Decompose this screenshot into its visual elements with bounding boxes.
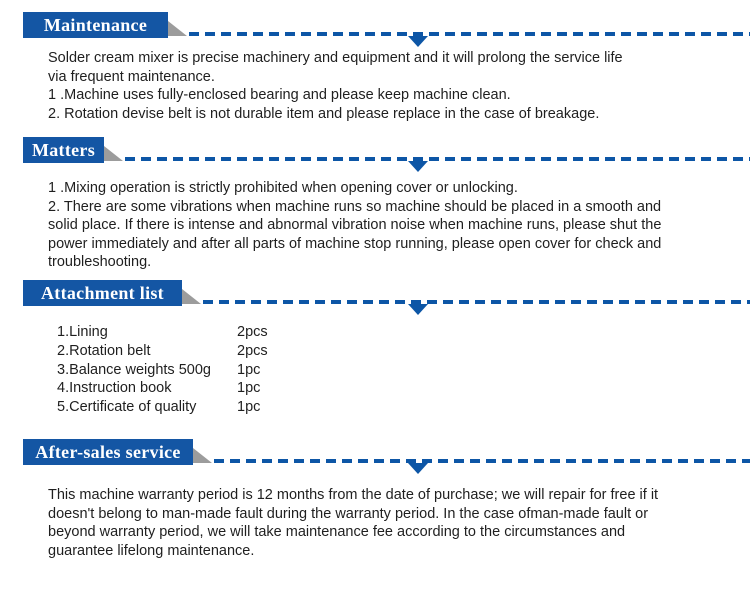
list-item bbox=[57, 323, 457, 342]
list-item bbox=[57, 361, 457, 380]
down-arrow-icon bbox=[408, 36, 428, 47]
item-name: 1.Lining bbox=[57, 324, 108, 340]
section-title-attachment-list: Attachment list bbox=[23, 280, 182, 306]
item-quantity: 1pc bbox=[237, 361, 261, 378]
attachment-list bbox=[57, 323, 457, 417]
section-header-matters bbox=[0, 137, 750, 167]
ribbon-fold-icon bbox=[193, 448, 212, 463]
ribbon-fold-icon bbox=[104, 146, 123, 161]
down-arrow-icon bbox=[408, 463, 428, 474]
item-quantity: 2pcs bbox=[237, 342, 268, 359]
dashed-connector bbox=[214, 459, 750, 463]
ribbon-fold-icon bbox=[182, 289, 201, 304]
dashed-connector bbox=[189, 32, 750, 36]
section-header-after-sales bbox=[0, 439, 750, 469]
item-quantity: 1pc bbox=[237, 399, 261, 416]
section-header-attachment-list bbox=[0, 280, 750, 310]
dashed-connector bbox=[125, 157, 750, 161]
list-item bbox=[57, 398, 457, 417]
section-title-matters: Matters bbox=[23, 137, 104, 163]
item-name: 2.Rotation belt bbox=[57, 342, 151, 359]
section-title-after-sales: After-sales service bbox=[23, 439, 193, 465]
item-quantity: 2pcs bbox=[237, 324, 268, 340]
list-item bbox=[57, 342, 457, 361]
down-arrow-icon bbox=[408, 304, 428, 315]
down-arrow-icon bbox=[408, 161, 428, 172]
section-title-maintenance: Maintenance bbox=[23, 12, 168, 38]
item-name: 3.Balance weights 500g bbox=[57, 361, 211, 378]
ribbon-fold-icon bbox=[168, 21, 187, 36]
dashed-connector bbox=[203, 300, 750, 304]
list-item bbox=[57, 379, 457, 398]
section-header-maintenance bbox=[0, 12, 750, 42]
item-name: 5.Certificate of quality bbox=[57, 399, 197, 416]
matters-paragraph: 1 .Mixing operation is strictly prohibited when opening cover or unlocking. 2. There are some vibrations when machine runs so machine should be placed in a smooth and solid place. If there is intense and abnormal vibration noise when machine runs, please shut the power immediately and after all parts of machine stop running, please open cover for check and troubleshooting. bbox=[48, 180, 662, 270]
after-sales-paragraph: This machine warranty period is 12 months from the date of purchase; we will repair for free if it doesn't belong to man-made fault during the warranty period. In the case ofman-made fault or beyond warranty period, we will take maintenance fee according to the circumstances and guarantee lifelong maintenance. bbox=[48, 487, 659, 559]
item-quantity: 1pc bbox=[237, 380, 261, 397]
item-name: 4.Instruction book bbox=[57, 380, 172, 397]
maintenance-paragraph: Solder cream mixer is precise machinery and equipment and it will prolong the service life via frequent maintenance. 1 .Machine uses fully-enclosed bearing and please keep machine clean. 2. Rotation devise belt is not durable item and please replace in the case of breakage. bbox=[48, 50, 623, 122]
